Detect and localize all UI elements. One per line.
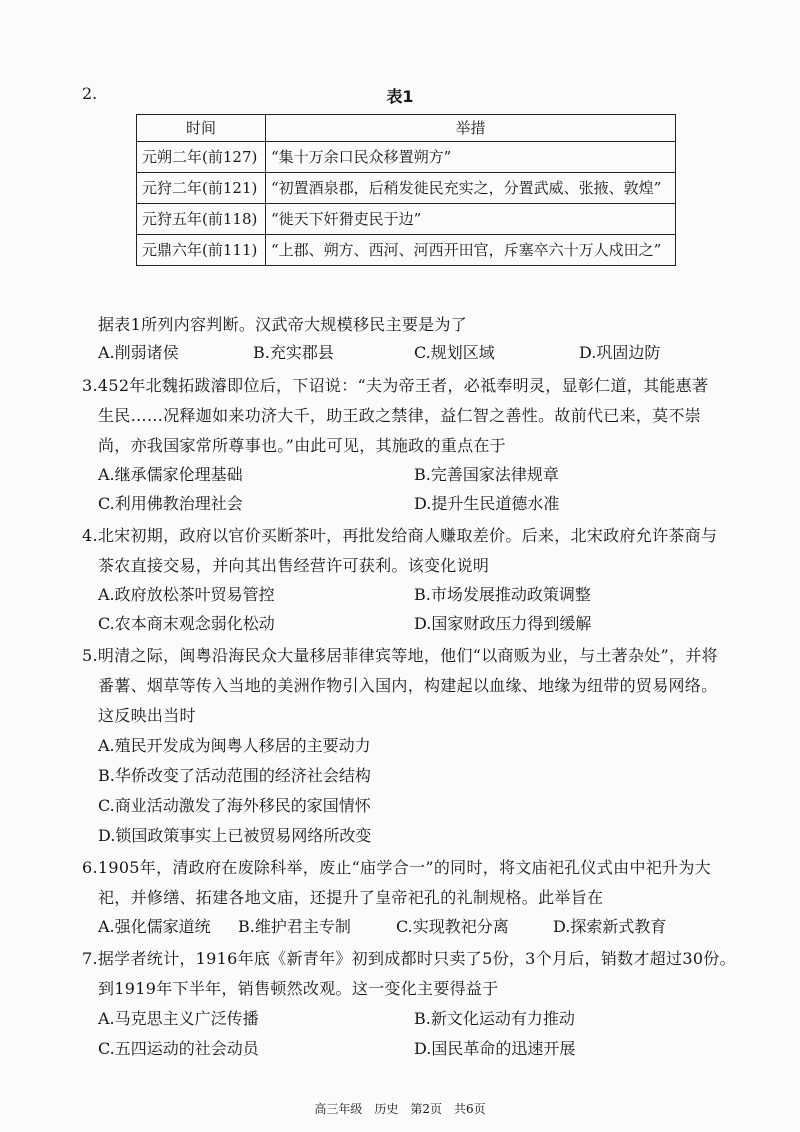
q7-option-c: C.五四运动的社会动员 xyxy=(98,1039,259,1058)
q6-option-c: C.实现教祀分离 xyxy=(396,917,509,936)
question-6-line: 6.1905年，清政府在废除科举，废止“庙学合一”的同时，将文庙祀孔仪式由中祀升为大 xyxy=(82,858,711,877)
q3-option-b: B.完善国家法律规章 xyxy=(414,465,559,484)
table-header-row xyxy=(137,115,676,142)
table-row xyxy=(137,173,676,204)
question-4-line: 茶农直接交易，并向其出售经营许可获利。该变化说明 xyxy=(98,556,490,575)
q6-option-b: B.维护君主专制 xyxy=(238,917,351,936)
measures-table xyxy=(136,114,676,266)
table-title: 表1 xyxy=(386,87,414,106)
cell-measure: “上郡、朔方、西河、河西开田官，斥塞卒六十万人戍田之” xyxy=(266,235,676,266)
question-6-line: 祀，并修缮、拓建各地文庙，还提升了皇帝祀孔的礼制规格。此举旨在 xyxy=(98,888,604,907)
q4-option-a: A.政府放松茶叶贸易管控 xyxy=(98,585,275,604)
question-5-line: 这反映出当时 xyxy=(98,706,196,725)
question-2-number: 2. xyxy=(82,84,98,103)
question-2-stem: 据表1所列内容判断。汉武帝大规模移民主要是为了 xyxy=(98,315,468,334)
q7-option-b: B.新文化运动有力推动 xyxy=(414,1009,575,1028)
cell-time: 元朔二年(前127) xyxy=(137,142,266,173)
q2-option-c: C.规划区域 xyxy=(414,343,495,362)
q5-option-a: A.殖民开发成为闽粤人移居的主要动力 xyxy=(98,736,371,755)
q7-option-d: D.国民革命的迅速开展 xyxy=(414,1039,576,1058)
q4-option-c: C.农本商末观念弱化松动 xyxy=(98,614,275,633)
q7-option-a: A.马克思主义广泛传播 xyxy=(98,1009,259,1028)
q3-option-d: D.提升生民道德水准 xyxy=(414,494,560,513)
q3-option-c: C.利用佛教治理社会 xyxy=(98,494,243,513)
header-time: 时间 xyxy=(137,115,266,142)
cell-time: 元鼎六年(前111) xyxy=(137,235,266,266)
q4-option-d: D.国家财政压力得到缓解 xyxy=(414,614,592,633)
table-row xyxy=(137,204,676,235)
q3-option-a: A.继承儒家伦理基础 xyxy=(98,465,243,484)
question-5-line: 5.明清之际，闽粤沿海民众大量移居菲律宾等地，他们“以商贩为业，与土著杂处”，并将 xyxy=(82,646,718,665)
table-row xyxy=(137,235,676,266)
question-3-line: 尚，亦我国家常所尊事也。”由此可见，其施政的重点在于 xyxy=(98,436,506,455)
q6-option-d: D.探索新式教育 xyxy=(553,917,667,936)
cell-measure: “初置酒泉郡，后稍发徙民充实之，分置武威、张掖、敦煌” xyxy=(266,173,676,204)
q4-option-b: B.市场发展推动政策调整 xyxy=(414,585,591,604)
table-row xyxy=(137,142,676,173)
cell-measure: “徙天下奸猾吏民于边” xyxy=(266,204,676,235)
q2-option-d: D.巩固边防 xyxy=(579,343,661,362)
question-4-line: 4.北宋初期，政府以官价买断茶叶，再批发给商人赚取差价。后来，北宋政府允许茶商与 xyxy=(82,526,718,545)
q2-option-b: B.充实郡县 xyxy=(253,343,334,362)
question-3-line: 3.452年北魏拓跋濬即位后，下诏说：“夫为帝王者，必祗奉明灵，显彰仁道，其能惠著 xyxy=(82,376,709,395)
cell-measure: “集十万余口民众移置朔方” xyxy=(266,142,676,173)
q5-option-c: C.商业活动激发了海外移民的家国情怀 xyxy=(98,796,371,815)
cell-time: 元狩五年(前118) xyxy=(137,204,266,235)
page-footer: 高三年级 历史 第2页 共6页 xyxy=(314,1102,486,1116)
cell-time: 元狩二年(前121) xyxy=(137,173,266,204)
question-3-line: 生民……况释迦如来功济大千，助王政之禁律，益仁智之善性。故前代已来，莫不崇 xyxy=(98,406,702,425)
q6-option-a: A.强化儒家道统 xyxy=(98,917,211,936)
q5-option-b: B.华侨改变了活动范围的经济社会结构 xyxy=(98,766,371,785)
question-7-line: 7.据学者统计，1916年底《新青年》初到成都时只卖了5份，3个月后，销数才超过30份。 xyxy=(82,949,736,968)
question-7-line: 到1919年下半年，销售顿然改观。这一变化主要得益于 xyxy=(98,979,499,998)
q2-option-a: A.削弱诸侯 xyxy=(98,343,179,362)
header-measure: 举措 xyxy=(266,115,676,142)
q5-option-d: D.锁国政策事实上已被贸易网络所改变 xyxy=(98,826,372,845)
question-5-line: 番薯、烟草等传入当地的美洲作物引入国内，构建起以血缘、地缘为纽带的贸易网络。 xyxy=(98,676,718,695)
